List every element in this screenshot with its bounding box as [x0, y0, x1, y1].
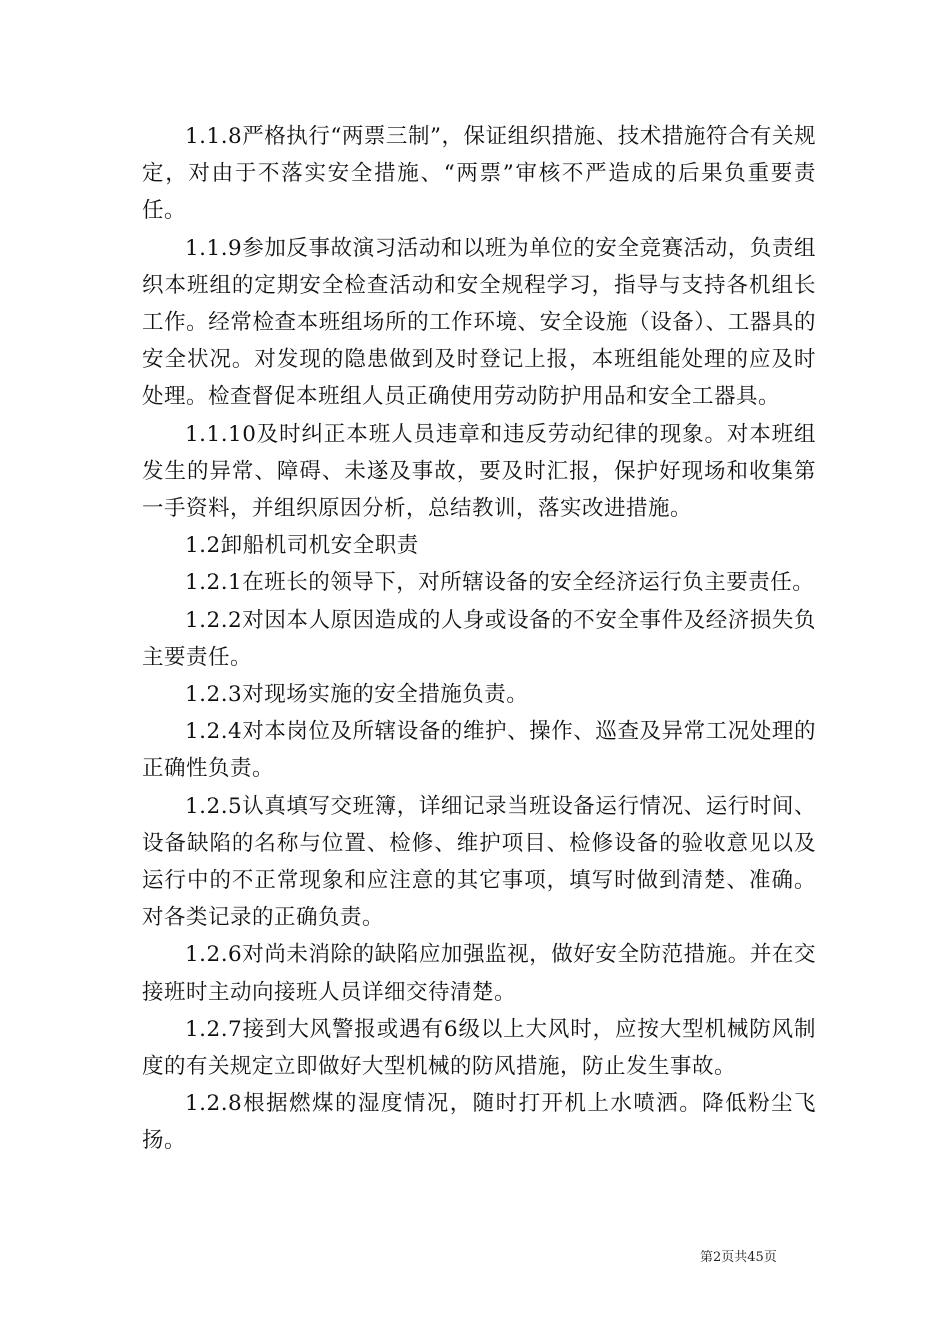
section-heading-1-2: 1.2卸船机司机安全职责 [185, 533, 419, 559]
paragraph-1-2-7: 1.2.7接到大风警报或遇有6级以上大风时，应按大型机械防风制度的有关规定立即做好大型机械的防风措施，防止发生事故。 [142, 1016, 816, 1080]
paragraph-1-2-2: 1.2.2对因本人原因造成的人身或设备的不安全事件及经济损失负主要责任。 [142, 607, 816, 670]
paragraph-1-1-8: 1.1.8严格执行“两票三制”，保证组织措施、技术措施符合有关规定，对由于不落实安全措施、“两票”审核不严造成的后果负重要责任。 [142, 124, 816, 224]
paragraph-1-1-9: 1.1.9参加反事故演习活动和以班为单位的安全竞赛活动，负责组织本班组的定期安全检查活动和安全规程学习，指导与支持各机组长工作。经常检查本班组场所的工作环境、安全设施（设备）、工器具的安全状况。对发现的隐患做到及时登记上报，本班组能处理的应及时处理。检查督促本班组人员正确使用劳动防护用品和安全工器具。 [142, 235, 816, 410]
paragraph-1-1-10: 1.1.10及时纠正本班人员违章和违反劳动纪律的现象。对本班组发生的异常、障碍、未遂及事故，要及时汇报，保护好现场和收集第一手资料，并组织原因分析，总结教训，落实改进措施。 [142, 421, 816, 522]
paragraph-1-2-5: 1.2.5认真填写交班簿，详细记录当班设备运行情况、运行时间、设备缺陷的名称与位置、检修、维护项目、检修设备的验收意见以及运行中的不正常现象和应注意的其它事项，填写时做到清楚、准确。对各类记录的正确负责。 [142, 793, 816, 931]
page-number-footer: 第2页共45页 [700, 1250, 777, 1265]
document-body [142, 118, 816, 1160]
paragraph-1-2-3: 1.2.3对现场实施的安全措施负责。 [185, 682, 529, 708]
paragraph-1-2-8: 1.2.8根据燃煤的湿度情况，随时打开机上水喷洒。降低粉尘飞扬。 [142, 1091, 816, 1154]
paragraph-1-2-6: 1.2.6对尚未消除的缺陷应加强监视，做好安全防范措施。并在交接班时主动向接班人员详细交待清楚。 [142, 942, 816, 1005]
paragraph-1-2-1: 1.2.1在班长的领导下，对所辖设备的安全经济运行负主要责任。 [185, 570, 815, 596]
paragraph-1-2-4: 1.2.4对本岗位及所辖设备的维护、操作、巡查及异常工况处理的正确性负责。 [142, 719, 816, 782]
